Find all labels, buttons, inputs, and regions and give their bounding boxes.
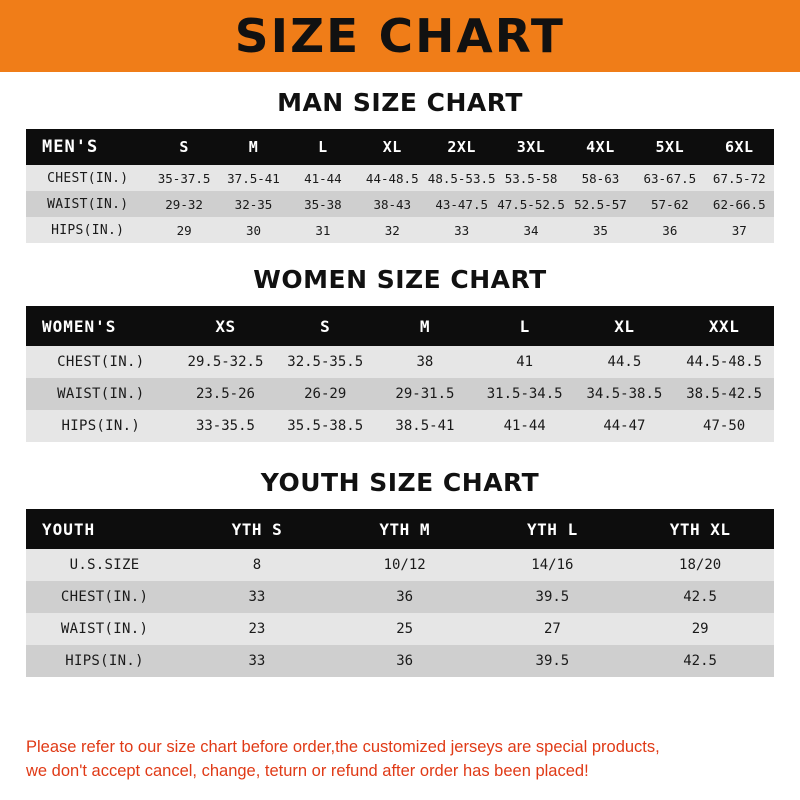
cell: 42.5 bbox=[626, 581, 774, 613]
youth-header-xl: YTH XL bbox=[626, 509, 774, 549]
cell: 29-32 bbox=[149, 191, 218, 217]
man-table-body bbox=[26, 165, 774, 243]
cell: 33 bbox=[183, 581, 331, 613]
women-size-table bbox=[26, 306, 774, 442]
cell: 44.5 bbox=[575, 346, 675, 378]
cell: 36 bbox=[331, 581, 479, 613]
youth-size-table bbox=[26, 509, 774, 677]
cell: 29 bbox=[626, 613, 774, 645]
table-header-row bbox=[26, 509, 774, 549]
cell: 36 bbox=[635, 217, 704, 243]
cell: 37 bbox=[705, 217, 774, 243]
cell: 41 bbox=[475, 346, 575, 378]
cell: 25 bbox=[331, 613, 479, 645]
table-row bbox=[26, 549, 774, 581]
cell: 44-48.5 bbox=[358, 165, 427, 191]
women-header-s: S bbox=[275, 306, 375, 346]
cell: 42.5 bbox=[626, 645, 774, 677]
cell: 43-47.5 bbox=[427, 191, 496, 217]
youth-header-s: YTH S bbox=[183, 509, 331, 549]
cell: 27 bbox=[479, 613, 627, 645]
cell: 29-31.5 bbox=[375, 378, 475, 410]
cell: 8 bbox=[183, 549, 331, 581]
cell: 37.5-41 bbox=[219, 165, 288, 191]
women-header-xs: XS bbox=[176, 306, 276, 346]
cell: 39.5 bbox=[479, 645, 627, 677]
cell: 34 bbox=[496, 217, 565, 243]
women-section-title: WOMEN SIZE CHART bbox=[253, 265, 547, 294]
cell: 35.5-38.5 bbox=[275, 410, 375, 442]
cell: 47-50 bbox=[674, 410, 774, 442]
cell: 34.5-38.5 bbox=[575, 378, 675, 410]
cell: 57-62 bbox=[635, 191, 704, 217]
table-row bbox=[26, 165, 774, 191]
youth-header-label: YOUTH bbox=[26, 509, 183, 549]
cell: 32.5-35.5 bbox=[275, 346, 375, 378]
cell: 33 bbox=[183, 645, 331, 677]
disclaimer-line-1: Please refer to our size chart before order,the customized jerseys are special products, bbox=[26, 738, 660, 757]
cell: 29.5-32.5 bbox=[176, 346, 276, 378]
row-label: U.S.SIZE bbox=[26, 549, 183, 581]
cell: 36 bbox=[331, 645, 479, 677]
cell: 44-47 bbox=[575, 410, 675, 442]
cell: 33-35.5 bbox=[176, 410, 276, 442]
cell: 10/12 bbox=[331, 549, 479, 581]
women-table-body bbox=[26, 346, 774, 442]
women-header-m: M bbox=[375, 306, 475, 346]
cell: 48.5-53.5 bbox=[427, 165, 496, 191]
man-header-s: S bbox=[149, 129, 218, 165]
row-label: WAIST(IN.) bbox=[26, 191, 149, 217]
cell: 32 bbox=[358, 217, 427, 243]
man-section-title: MAN SIZE CHART bbox=[277, 88, 523, 117]
women-header-xxl: XXL bbox=[674, 306, 774, 346]
cell: 44.5-48.5 bbox=[674, 346, 774, 378]
page-title: SIZE CHART bbox=[234, 9, 566, 63]
footer-disclaimer bbox=[0, 722, 800, 800]
cell: 30 bbox=[219, 217, 288, 243]
cell: 33 bbox=[427, 217, 496, 243]
table-row bbox=[26, 217, 774, 243]
cell: 23.5-26 bbox=[176, 378, 276, 410]
man-header-xl: XL bbox=[358, 129, 427, 165]
women-table-head bbox=[26, 306, 774, 346]
cell: 63-67.5 bbox=[635, 165, 704, 191]
cell: 58-63 bbox=[566, 165, 635, 191]
cell: 35 bbox=[566, 217, 635, 243]
row-label: WAIST(IN.) bbox=[26, 613, 183, 645]
row-label: HIPS(IN.) bbox=[26, 645, 183, 677]
man-header-2xl: 2XL bbox=[427, 129, 496, 165]
women-header-xl: XL bbox=[575, 306, 675, 346]
cell: 14/16 bbox=[479, 549, 627, 581]
youth-table-body bbox=[26, 549, 774, 677]
row-label: HIPS(IN.) bbox=[26, 217, 149, 243]
table-header-row bbox=[26, 129, 774, 165]
man-header-4xl: 4XL bbox=[566, 129, 635, 165]
cell: 53.5-58 bbox=[496, 165, 565, 191]
man-header-5xl: 5XL bbox=[635, 129, 704, 165]
cell: 62-66.5 bbox=[705, 191, 774, 217]
cell: 41-44 bbox=[288, 165, 357, 191]
row-label: CHEST(IN.) bbox=[26, 165, 149, 191]
disclaimer-line-2: we don't accept cancel, change, teturn or refund after order has been placed! bbox=[26, 762, 589, 781]
row-label: HIPS(IN.) bbox=[26, 410, 176, 442]
youth-header-l: YTH L bbox=[479, 509, 627, 549]
cell: 41-44 bbox=[475, 410, 575, 442]
page-header bbox=[0, 0, 800, 72]
man-header-m: M bbox=[219, 129, 288, 165]
man-header-label: MEN'S bbox=[26, 129, 149, 165]
cell: 29 bbox=[149, 217, 218, 243]
women-header-label: WOMEN'S bbox=[26, 306, 176, 346]
man-header-l: L bbox=[288, 129, 357, 165]
cell: 18/20 bbox=[626, 549, 774, 581]
table-row bbox=[26, 346, 774, 378]
chart-content bbox=[0, 72, 800, 722]
youth-section-title: YOUTH SIZE CHART bbox=[260, 468, 540, 497]
man-size-table bbox=[26, 129, 774, 243]
table-row bbox=[26, 581, 774, 613]
cell: 26-29 bbox=[275, 378, 375, 410]
table-header-row bbox=[26, 306, 774, 346]
cell: 31.5-34.5 bbox=[475, 378, 575, 410]
cell: 39.5 bbox=[479, 581, 627, 613]
man-header-6xl: 6XL bbox=[705, 129, 774, 165]
youth-header-m: YTH M bbox=[331, 509, 479, 549]
cell: 67.5-72 bbox=[705, 165, 774, 191]
table-row bbox=[26, 645, 774, 677]
man-table-head bbox=[26, 129, 774, 165]
cell: 32-35 bbox=[219, 191, 288, 217]
cell: 52.5-57 bbox=[566, 191, 635, 217]
table-row bbox=[26, 191, 774, 217]
youth-table-head bbox=[26, 509, 774, 549]
cell: 38 bbox=[375, 346, 475, 378]
cell: 38-43 bbox=[358, 191, 427, 217]
table-row bbox=[26, 410, 774, 442]
man-header-3xl: 3XL bbox=[496, 129, 565, 165]
women-header-l: L bbox=[475, 306, 575, 346]
cell: 35-37.5 bbox=[149, 165, 218, 191]
cell: 31 bbox=[288, 217, 357, 243]
cell: 38.5-41 bbox=[375, 410, 475, 442]
cell: 35-38 bbox=[288, 191, 357, 217]
row-label: CHEST(IN.) bbox=[26, 581, 183, 613]
table-row bbox=[26, 378, 774, 410]
row-label: CHEST(IN.) bbox=[26, 346, 176, 378]
table-row bbox=[26, 613, 774, 645]
cell: 47.5-52.5 bbox=[496, 191, 565, 217]
cell: 23 bbox=[183, 613, 331, 645]
cell: 38.5-42.5 bbox=[674, 378, 774, 410]
row-label: WAIST(IN.) bbox=[26, 378, 176, 410]
